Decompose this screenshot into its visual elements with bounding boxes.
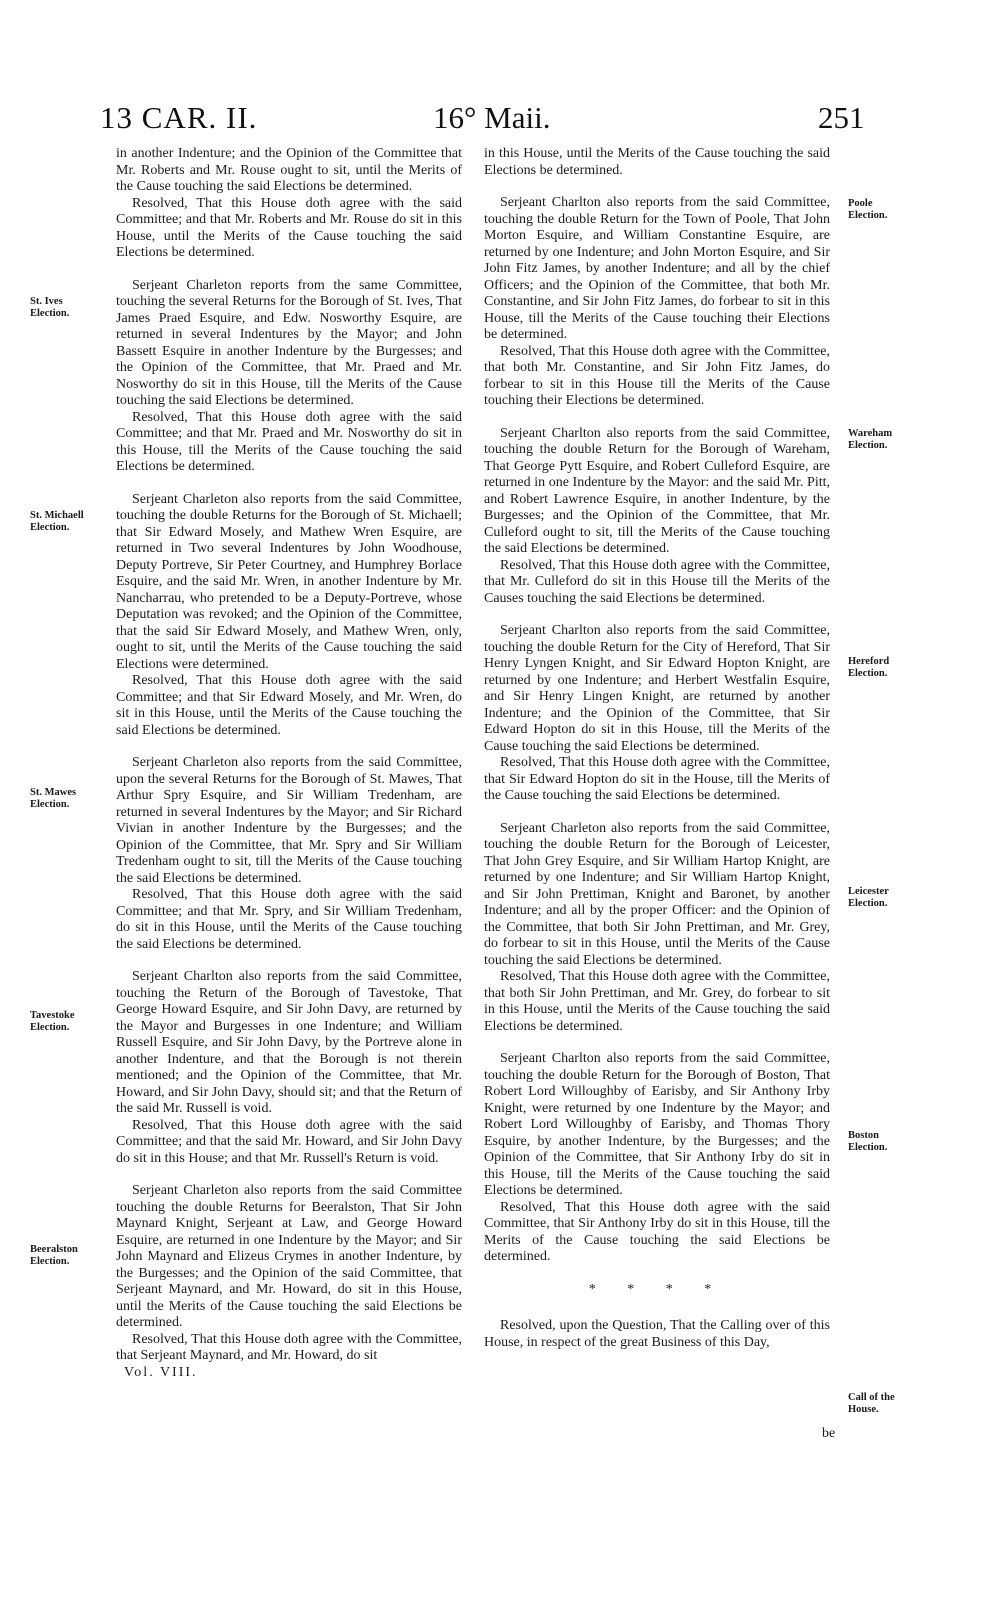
report-wareham: Serjeant Charlton also reports from the said Committee, touching the double Return for the Borough of Wareham, That George Pytt Esquire, and Robert Culleford Esquire, are returned in one Indenture by the Mayor: and the said Mr. Pitt, and Robert Lawrence Esquire, in another Indenture, by the Burgesses; and the Opinion of the Committee, that Mr. Culleford ought to sit, till the Merits of the Cause touching the said Elections be determined. [484,425,830,556]
catchword: be [822,1426,836,1441]
margin-note-hereford: Hereford Election. [848,656,890,679]
report-boston: Serjeant Charlton also reports from the said Committee, touching the double Return for the Borough of Boston, That Robert Lord Willoughby of Earisby, and Sir Anthony Irby Knight, were returned by one Indenture by the Mayor; and Robert Lord Willoughby of Earisby, and Thomas Thory Esquire, by another Indenture, by the Burgesses; and the Opinion of the Committee, that Sir Anthony Irby do sit in this House, till the Merits of the Cause touching the said Elections be determined. [484,1051,830,1198]
resolution-paragraph: Resolved, That this House doth agree with the Committee, that both Sir John Prettiman, and Mr. Grey, do forbear to sit in this House, until the Merits of the Cause touching the said Elections be determined. [484,969,830,1034]
section-break-stars: * * * * [588,1281,726,1297]
margin-note-st-michaell: St. Michaell Election. [30,510,84,533]
report-tavestoke: Serjeant Charlton also reports from the said Committee, touching the Return of the Borough of Tavestoke, That George Howard Esquire, and Sir John Davy, are returned by the Mayor and Burgesses in one Indenture; and William Russell Esquire, and Sir John Davy, by the Portreve alone in another Indenture, and that the Borough is not therein mentioned; and the Opinion of the Committee, that Mr. Howard, and Sir John Davy, should sit; and that the Return of the said Mr. Russell is void. [116,969,462,1116]
paragraph: in another Indenture; and the Opinion of the Committee that Mr. Roberts and Mr. Rouse ought to sit, until the Merits of the Cause touching the said Elections be determined. [116,146,462,194]
resolution-call-of-house: Resolved, upon the Question, That the Calling over of this House, in respect of the great Business of this Day, [484,1318,830,1350]
margin-note-wareham: Wareham Election. [848,428,893,451]
paragraph: in this House, until the Merits of the Cause touching the said Elections be determined. [484,146,830,178]
report-leicester: Serjeant Charleton also reports from the said Committee, touching the double Return for the Borough of Leicester, That John Grey Esquire, and Sir William Hartop Knight, are returned by one Indenture; and Sir William Hartop Knight, and Sir John Prettiman, Knight and Baronet, by another Indenture; and all by the proper Officer: and the Opinion of the Committee, that both Sir John Prettiman, and Mr. Grey, do forbear to sit in this House, until the Merits of the Cause touching the said Elections be determined. [484,820,830,968]
resolution-paragraph: Resolved, That this House doth agree with the said Committee; and that Sir Edward Mosely, and Mr. Wren, do sit in this House, until the Merits of the Cause touching the said Elections be determined. [116,673,462,738]
margin-note-tavestoke: Tavestoke Election. [30,1010,75,1033]
margin-note-call-of-house: Call of the House. [848,1392,895,1415]
margin-note-boston: Boston Election. [848,1130,888,1153]
margin-note-st-mawes: St. Mawes Election. [30,787,77,810]
volume-signature: Vol. VIII. [124,1364,198,1380]
report-beeralston: Serjeant Charleton also reports from the said Committee touching the double Returns for Beeralston, That Sir John Maynard Knight, Serjeant at Law, and George Howard Esquire, are returned in one Indenture by the Mayor; and Sir John Maynard and Elizeus Crymes in another Indenture, by the Burgesses; and the Opinion of the said Committee, that Serjeant Maynard, and Mr. Howard, do sit in this House, until the Merits of the Cause touching the said Elections be determined. [116,1183,462,1330]
running-head-regnal-year: 13 CAR. II. [100,100,258,135]
margin-note-beeralston: Beeralston Election. [30,1244,78,1267]
resolution-paragraph: Resolved, That this House doth agree with the Committee, that Mr. Culleford do sit in this House till the Merits of the Causes touching the said Elections be determined. [484,557,830,606]
resolution-paragraph: Resolved, That this House doth agree with the said Committee; and that the said Mr. Howard, and Sir John Davy do sit in this House; and that Mr. Russell's Return is void. [116,1117,462,1166]
report-poole: Serjeant Charlton also reports from the said Committee, touching the double Return for the Town of Poole, That John Morton Esquire, and William Constantine Esquire, are returned by one Indenture; and John Morton Esquire, and Sir John Fitz James, by another Indenture; and all by the chief Officers; and the Opinion of the Committee, that both Mr. Constantine, and Sir John Fitz James, do forbear to sit in this House, till the Merits of the Cause touching their Elections be determined. [484,195,830,342]
margin-note-poole: Poole Election. [848,198,888,221]
report-hereford: Serjeant Charlton also reports from the said Committee, touching the double Return for the City of Hereford, That Sir Henry Lyngen Knight, and Sir Edward Hopton Knight, are returned by one Indenture; and Herbert Westfalin Esquire, and Sir Henry Lingen Knight, are returned by another Indenture; and the Opinion of the Committee, that Sir Edward Hopton do sit in this House, till the Merits of the Cause touching the said Elections be determined. [484,623,830,754]
margin-note-leicester: Leicester Election. [848,886,889,909]
page-number: 251 [818,100,865,135]
report-st-michaell: Serjeant Charleton also reports from the said Committee, touching the double Returns for the Borough of St. Michaell; that Sir Edward Mosely, and Mathew Wren Esquire, are returned in Two several Indentures by John Woodhouse, Deputy Portreve, Sir Peter Courtney, and Humphrey Borlace Esquire, and the said Mr. Wren, in another Indenture by Mr. Nancharrau, who pretended to be a Deputy-Portreve, whose Deputation was revoked; and the Opinion of the Committee, that the said Sir Edward Mosely, and Mathew Wren, only, ought to sit, until the Merits of the Cause touching the said Elections were determined. [116,491,462,672]
margin-note-st-ives: St. Ives Election. [30,296,70,319]
resolution-paragraph: Resolved, That this House doth agree with the Committee, that both Mr. Constantine, and Sir John Fitz James, do forbear to sit in this House till the Merits of the Cause touching their Elections be determined. [484,343,830,408]
resolution-paragraph: Resolved, That this House doth agree with the said Committee; and that Mr. Roberts and Mr. Rouse do sit in this House, until the Merits of the Cause touching the said Elections be determined. [116,195,462,260]
resolution-paragraph: Resolved, That this House doth agree with the Committee, that Sir Edward Hopton do sit in the House, till the Merits of the Cause touching the said Elections be determined. [484,755,830,803]
right-column [484,146,830,1351]
left-column [116,146,462,1381]
report-st-ives: Serjeant Charleton reports from the same Committee, touching the several Returns for the Borough of St. Ives, That James Praed Esquire, and Edw. Nosworthy Esquire, are returned in several Indentures by the Mayor; and John Bassett Esquire in another Indenture by the Burgesses; and the Opinion of the Committee, that Mr. Praed and Mr. Nosworthy do sit in this House, till the Merits of the Cause touching the said Elections be determined. [116,277,462,408]
resolution-paragraph: Resolved, That this House doth agree with the Committee, that Serjeant Maynard, and Mr. Howard, do sit [116,1331,462,1363]
running-head-date: 16° Maii. [433,100,551,135]
report-st-mawes: Serjeant Charleton also reports from the said Committee, upon the several Returns for the Borough of St. Mawes, That Arthur Spry Esquire, and Sir William Tredenham, are returned in several Indentures by the Mayor; and Sir Richard Vivian in another Indenture by the Burgesses; and the Opinion of the Committee, that Mr. Spry and Sir William Tredenham ought to sit, till the Merits of the Cause touching the said Elections be determined. [116,755,462,886]
resolution-paragraph: Resolved, That this House doth agree with the said Committee; and that Mr. Spry, and Sir William Tredenham, do sit in this House, until the Merits of the Cause touching the said Elections be determined. [116,887,462,952]
resolution-paragraph: Resolved, That this House doth agree with the said Committee, that Sir Anthony Irby do sit in this House, till the Merits of the Cause touching the said Elections be determined. [484,1199,830,1264]
resolution-paragraph: Resolved, That this House doth agree with the said Committee; and that Mr. Praed and Mr. Nosworthy do sit in this House, till the Merits of the Cause touching the said Elections be determined. [116,409,462,474]
